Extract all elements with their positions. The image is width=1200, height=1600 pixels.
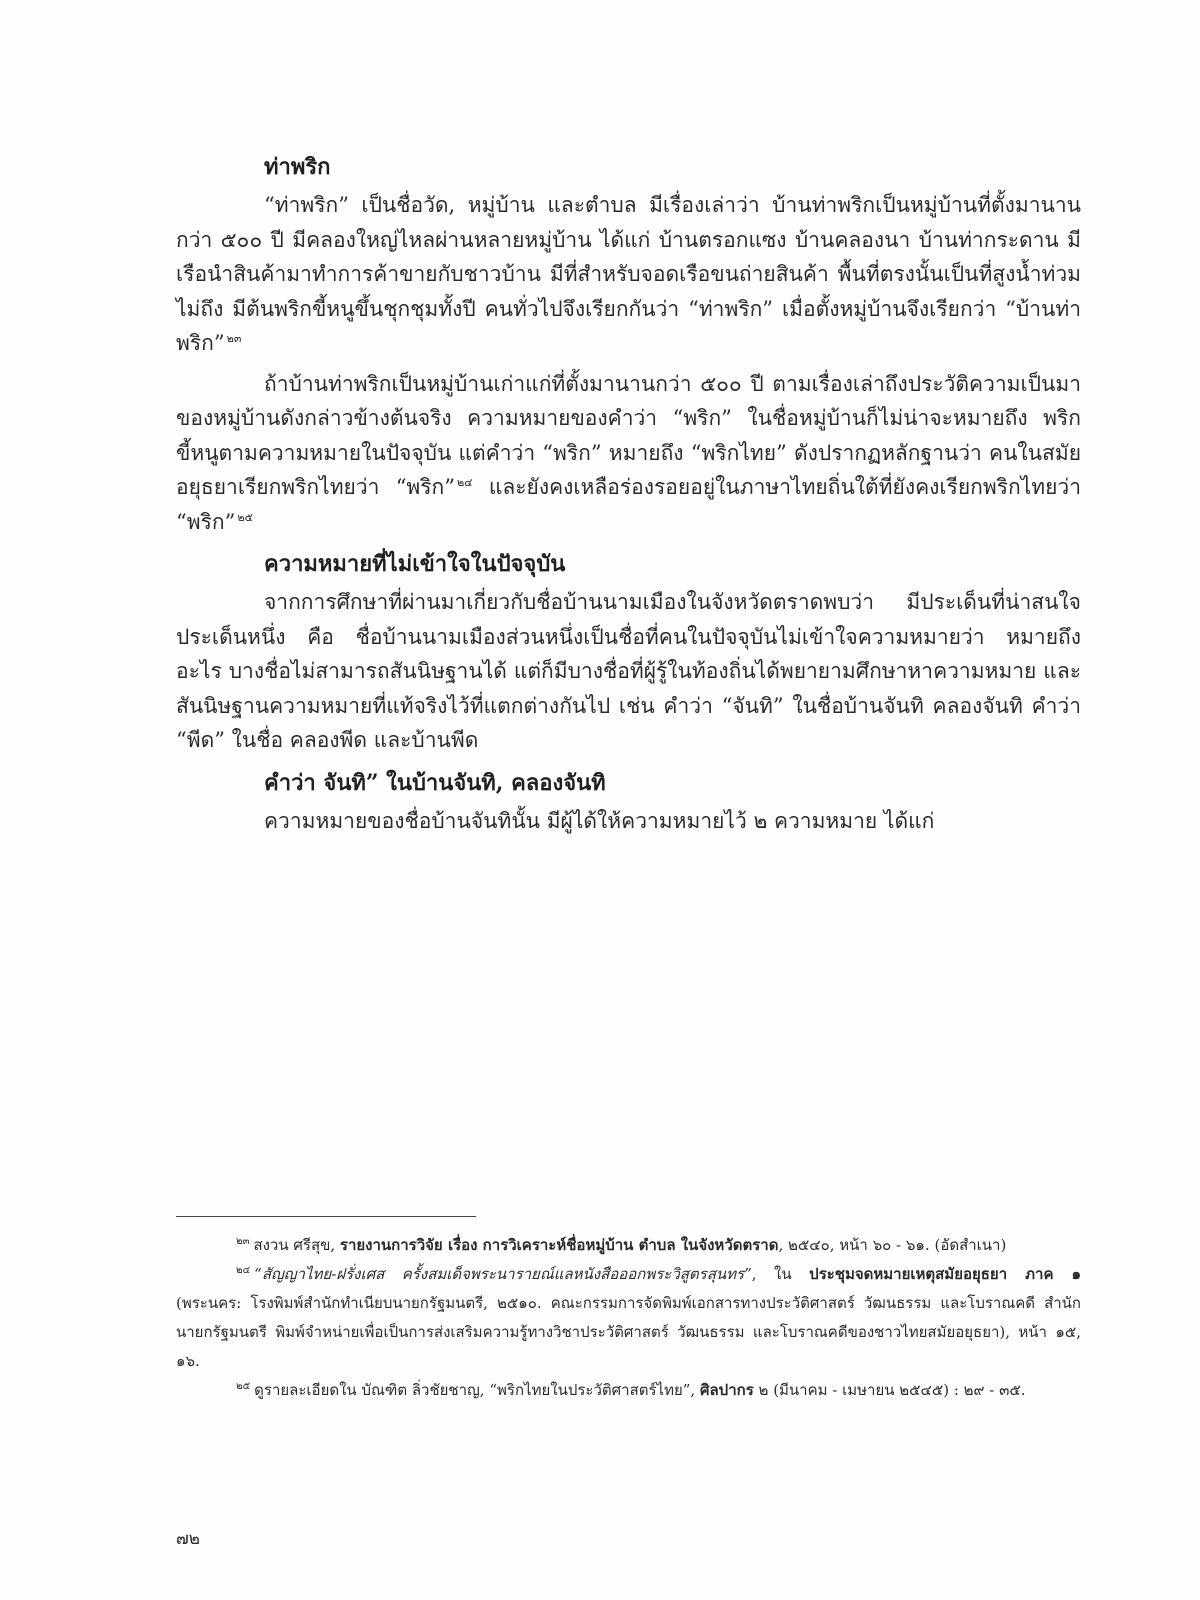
section-heading-tha-phrik: ท่าพริก [264, 154, 331, 180]
footnote-title: ประชุมจดหมายเหตุสมัยอยุธยา ภาค ๑ [809, 1265, 1081, 1283]
footnote-23 [176, 1231, 1081, 1260]
footnote-reference-23: ๒๓ [226, 332, 242, 345]
paragraph-chanthi: ความหมายของชื่อบ้านจันทินั้น มีผู้ได้ให้ความหมายไว้ ๒ ความหมาย ได้แก่ [264, 808, 935, 833]
footnotes-section [176, 1216, 1081, 1405]
section-heading-unclear-meaning: ความหมายที่ไม่เข้าใจในปัจจุบัน [264, 551, 566, 577]
footnote-reference-24: ๒๔ [457, 476, 473, 489]
footnote-details: , ๒๕๔๐, หน้า ๖๐ - ๖๑. (อัดสำเนา) [778, 1236, 1007, 1254]
section-heading-chanthi: คำว่า จันทิ” ในบ้านจันทิ, คลองจันทิ [264, 769, 606, 796]
footnote-author: สงวน ศรีสุข, [253, 1236, 340, 1254]
footnote-connector: , ใน [751, 1265, 810, 1283]
footnote-number: ๒๕ [236, 1381, 251, 1392]
footnote-details: ๒ (มีนาคม - เมษายน ๒๕๔๕) : ๒๙ - ๓๕. [753, 1381, 1026, 1399]
main-content [176, 150, 1081, 844]
footnote-italic-title: “สัญญาไทย-ฝรั่งเศส ครั้งสมเด็จพระนารายณ์แลหนังสือออกพระวิสูตรสุนทร” [254, 1265, 752, 1283]
page-number: ๗๒ [176, 1529, 200, 1549]
footnote-title: รายงานการวิจัย เรื่อง การวิเคราะห์ชื่อหมู่บ้าน ตำบล ในจังหวัดตราด [339, 1236, 779, 1254]
footnote-author: ดูรายละเอียดใน บัณฑิต ลิ่วชัยชาญ, “พริกไทยในประวัติศาสตร์ไทย”, [254, 1381, 700, 1399]
footnote-reference-25: ๒๕ [237, 510, 253, 524]
footnote-details: (พระนคร: โรงพิมพ์สำนักทำเนียบนายกรัฐมนตรี, ๒๕๑๐. คณะกรรมการจัดพิมพ์เอกสารทางประวัติศาสตร์ วัฒนธรรม และโบราณคดี สำนักนายกรัฐมนตรี พิมพ์จำหน่ายเพื่อเป็นการส่งเสริมความรู้ทางวิชาประวัติศาสตร์ วัฒนธรรม และโบราณคดีของชาวไทยสมัยอยุธยา), หน้า ๑๕, ๑๖. [176, 1294, 1081, 1370]
footnote-title: ศิลปากร [699, 1381, 754, 1399]
paragraph-phrik-meaning [176, 367, 1081, 540]
paragraph-text: ถ้าบ้านท่าพริกเป็นหมู่บ้านเก่าแก่ที่ตั้งมานานกว่า ๕๐๐ ปี ตามเรื่องเล่าถึงประวัติความเป็นมาของหมู่บ้านดังกล่าวข้างต้นจริง ความหมายของคำว่า “พริก” ในชื่อหมู่บ้านก็ไม่น่าจะหมายถึง พริกขี้หนูตามความหมายในปัจจุบัน แต่คำว่า “พริก” หมายถึง “พริกไทย” ดังปรากฏหลักฐานว่า คนในสมัยอยุธยาเรียกพริกไทยว่า “พริก” [176, 371, 1081, 499]
paragraph-text: “ท่าพริก” เป็นชื่อวัด, หมู่บ้าน และตำบล มีเรื่องเล่าว่า บ้านท่าพริกเป็นหมู่บ้านที่ตั้งมานานกว่า ๕๐๐ ปี มีคลองใหญ่ไหลผ่านหลายหมู่บ้าน ได้แก่ บ้านตรอกแซง บ้านคลองนา บ้านท่ากระดาน มีเรือนำสินค้ามาทำการค้าขายกับชาวบ้าน มีที่สำหรับจอดเรือขนถ่ายสินค้า พื้นที่ตรงนั้นเป็นที่สูงน้ำท่วมไม่ถึง มีต้นพริกขี้หนูขึ้นชุกชุมทั้งปี คนทั่วไปจึงเรียกกันว่า “ท่าพริก” เมื่อตั้งหมู่บ้านจึงเรียกว่า “บ้านท่าพริก” [176, 193, 1081, 355]
paragraph-unclear-meaning: จากการศึกษาที่ผ่านมาเกี่ยวกับชื่อบ้านนามเมืองในจังหวัดตราดพบว่า มีประเด็นที่น่าสนใจประเด็นหนึ่ง คือ ชื่อบ้านนามเมืองส่วนหนึ่งเป็นชื่อที่คนในปัจจุบันไม่เข้าใจความหมายว่า หมายถึงอะไร บางชื่อไม่สามารถสันนิษฐานได้ แต่ก็มีบางชื่อที่ผู้รู้ในท้องถิ่นได้พยายามศึกษาหาความหมาย และสันนิษฐานความหมายที่แท้จริงไว้ที่แตกต่างกันไป เช่น คำว่า “จันทิ” ในชื่อบ้านจันทิ คลองจันทิ คำว่า “พีด” ในชื่อ คลองพีด และบ้านพีด [176, 590, 1081, 752]
footnote-number: ๒๔ [236, 1265, 251, 1276]
footnote-divider [176, 1216, 476, 1217]
footnote-25 [176, 1376, 1081, 1405]
paragraph-text: และยังคงเหลือร่องรอยอยู่ในภาษาไทยถิ่นใต้ที่ยังคงเรียกพริกไทยว่า “พริก” [176, 475, 1081, 534]
paragraph-tha-phrik-origin [176, 188, 1081, 361]
footnote-number: ๒๓ [236, 1236, 250, 1247]
footnote-24 [176, 1260, 1081, 1376]
